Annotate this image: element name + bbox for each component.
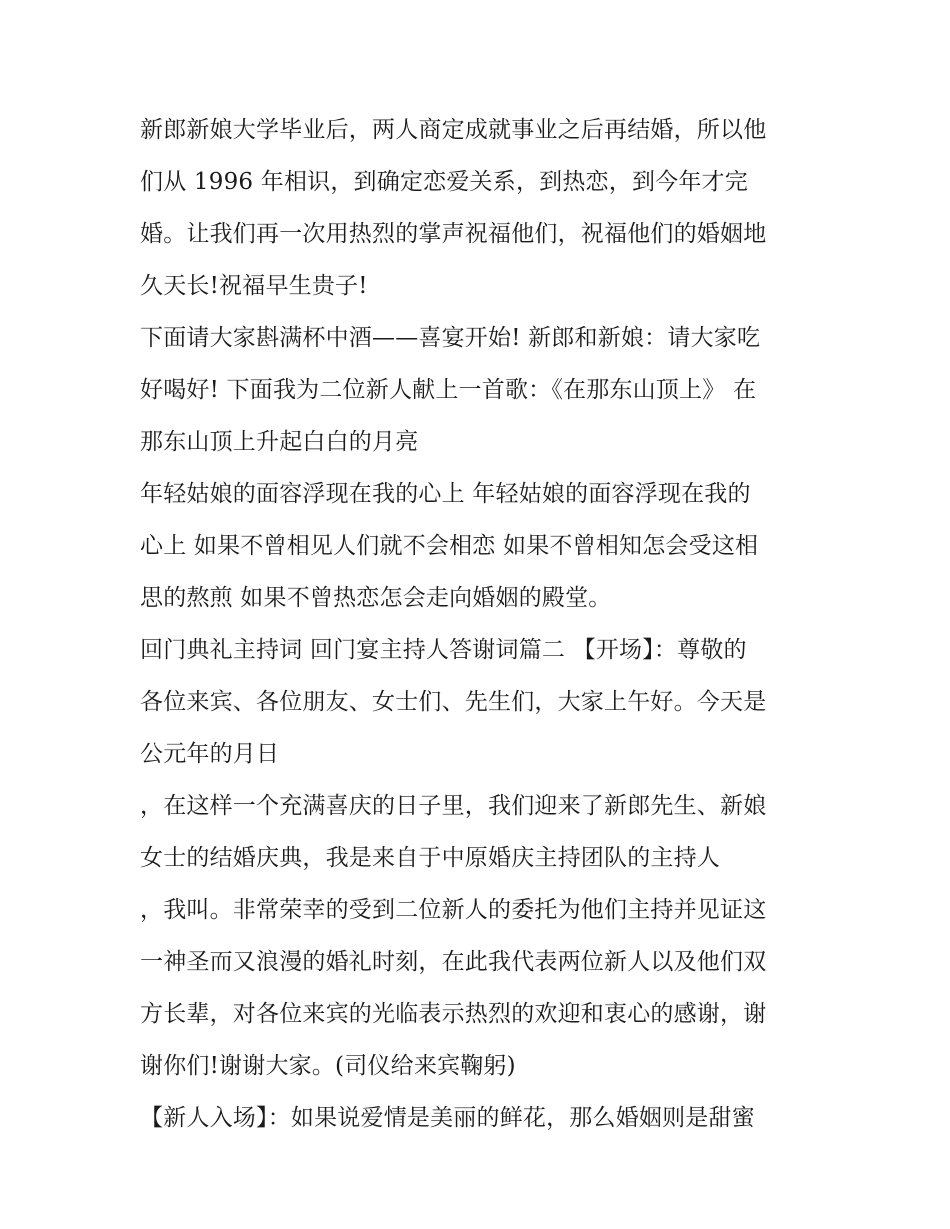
text-line: 方长辈，对各位来宾的光临表示热烈的欢迎和衷心的感谢，谢 [140, 1001, 767, 1027]
text-line: 好喝好! 下面我为二位新人献上一首歌：《在那东山顶上》 在 [140, 377, 757, 403]
text-line: 下面请大家斟满杯中酒——喜宴开始! 新郎和新娘：请大家吃 [140, 325, 761, 351]
text-line: 们从 1996 年相识，到确定恋爱关系，到热恋，到今年才完 [140, 169, 748, 195]
text-line: 思的熬煎 如果不曾热恋怎会走向婚姻的殿堂。 [140, 585, 612, 611]
text-line: 回门典礼主持词 回门宴主持人答谢词篇二 【开场】：尊敬的 [140, 637, 747, 663]
body-text [140, 108, 820, 1148]
text-line: 久天长!祝福早生贵子! [140, 273, 368, 299]
text-line: 心上 如果不曾相见人们就不会相恋 如果不曾相知怎会受这相 [140, 533, 759, 559]
text-line: 【新人入场】：如果说爱情是美丽的鲜花，那么婚姻则是甜蜜 [140, 1105, 755, 1131]
text-line: 各位来宾、各位朋友、女士们、先生们，大家上午好。今天是 [140, 689, 767, 715]
text-line: 新郎新娘大学毕业后，两人商定成就事业之后再结婚，所以他 [140, 117, 767, 143]
text-line: ，我叫。非常荣幸的受到二位新人的委托为他们主持并见证这 [140, 897, 767, 923]
text-line: 女士的结婚庆典，我是来自于中原婚庆主持团队的主持人 [140, 845, 720, 871]
text-line: 谢你们!谢谢大家。(司仪给来宾鞠躬) [140, 1053, 516, 1079]
text-line: 公元年的月日 [140, 741, 280, 767]
text-line: ，在这样一个充满喜庆的日子里，我们迎来了新郎先生、新娘 [140, 793, 767, 819]
text-line: 年轻姑娘的面容浮现在我的心上 年轻姑娘的面容浮现在我的 [140, 481, 751, 507]
text-line: 那东山顶上升起白白的月亮 [140, 429, 419, 455]
text-line: 一神圣而又浪漫的婚礼时刻，在此我代表两位新人以及他们双 [140, 949, 767, 975]
text-line: 婚。让我们再一次用热烈的掌声祝福他们，祝福他们的婚姻地 [140, 221, 767, 247]
